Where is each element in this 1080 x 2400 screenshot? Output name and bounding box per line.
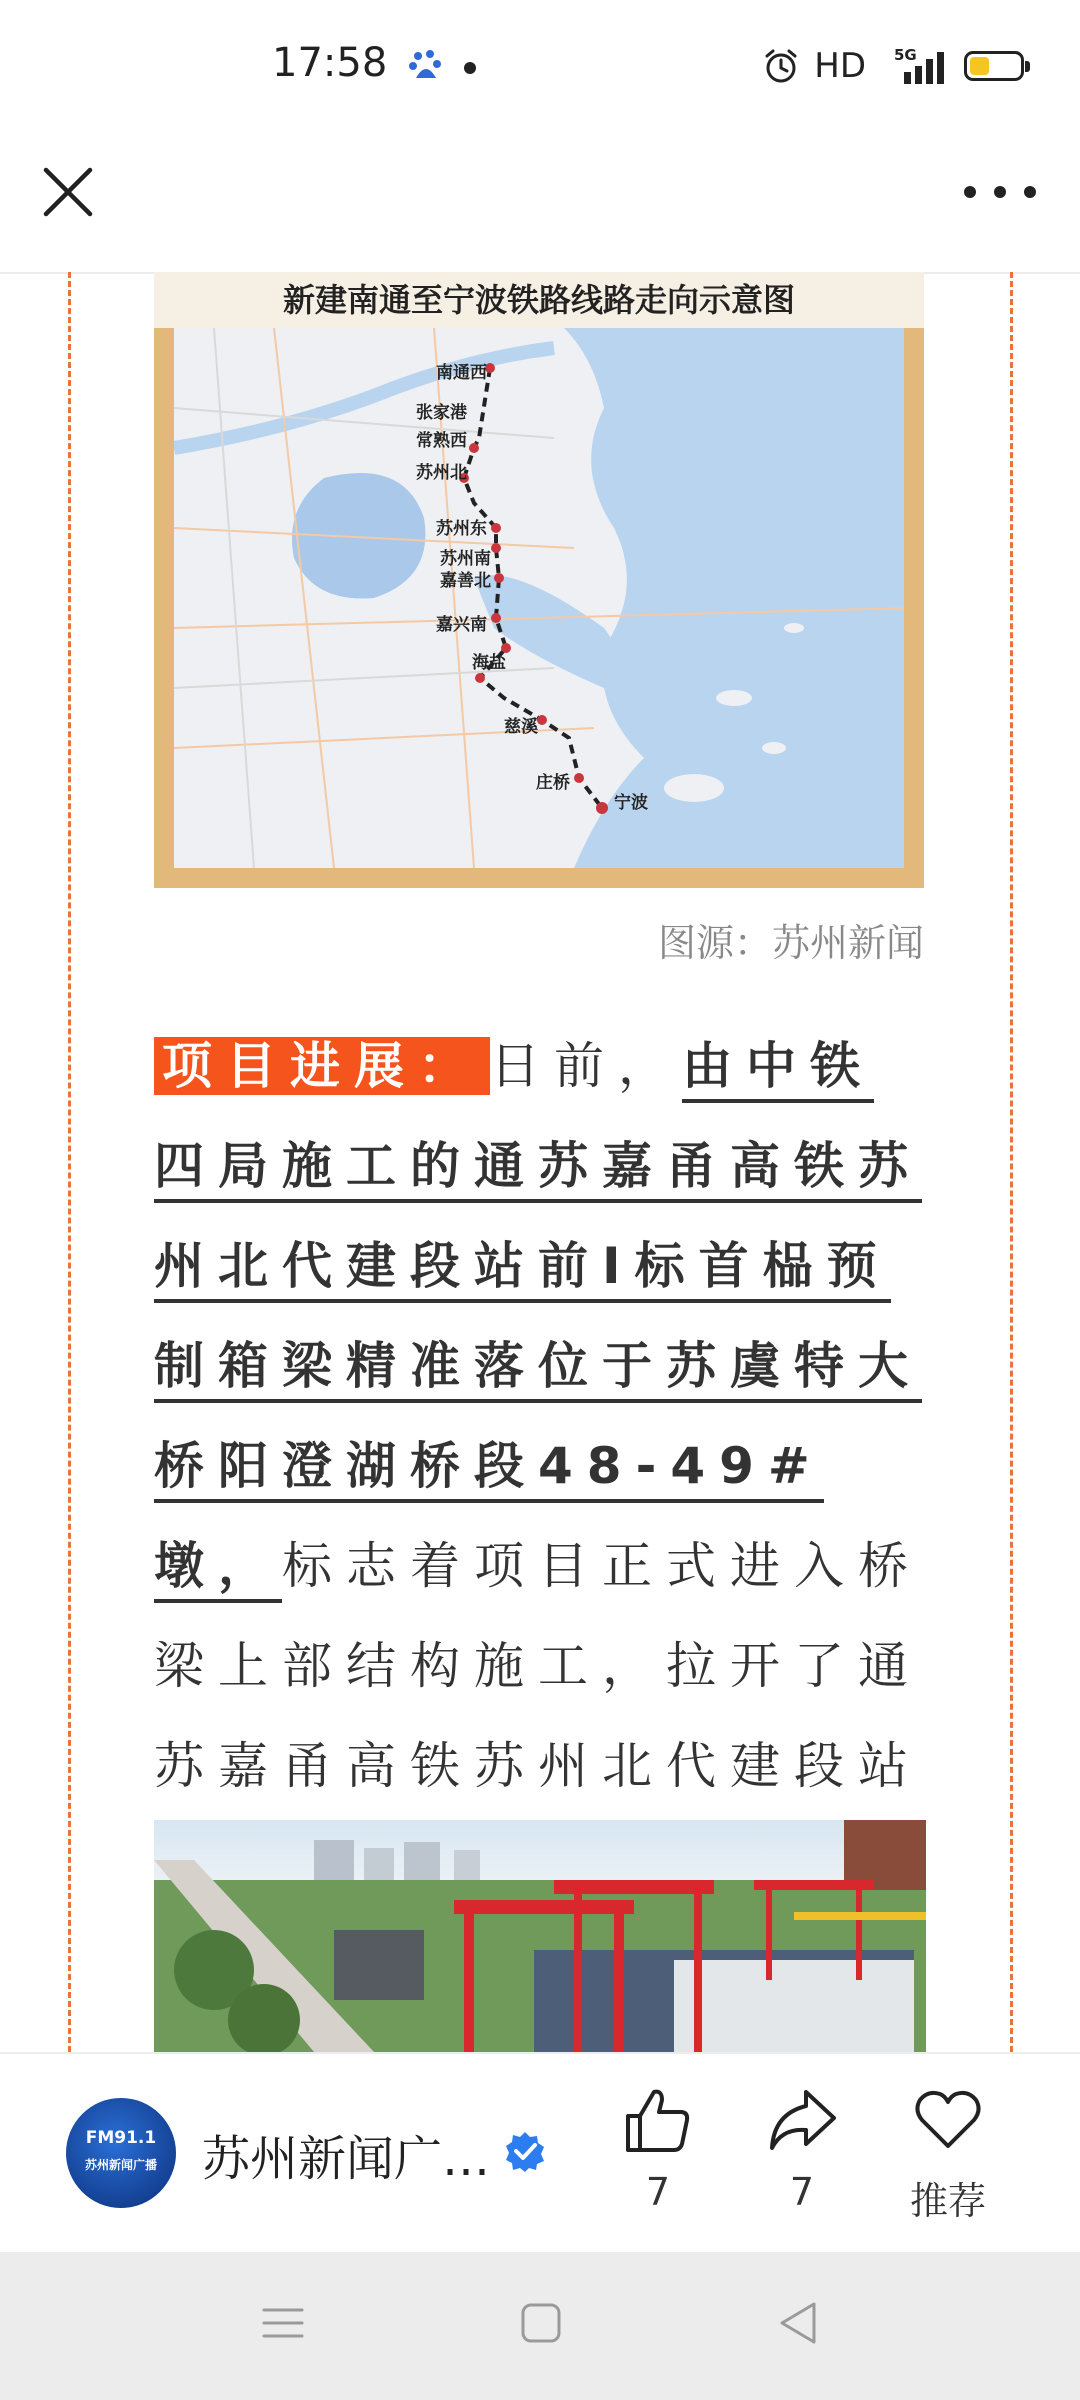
photo-graphic — [154, 1820, 926, 2052]
menu-icon[interactable] — [262, 2302, 304, 2344]
baidu-icon — [408, 48, 444, 84]
construction-photo[interactable] — [154, 1820, 926, 2052]
status-bar — [0, 0, 1080, 136]
back-icon[interactable] — [776, 2300, 820, 2346]
share-count: 7 — [789, 2170, 815, 2214]
map-title: 新建南通至宁波铁路线路走向示意图 — [154, 272, 924, 328]
account-avatar[interactable] — [66, 2098, 176, 2208]
map-station-label: 苏州北 — [416, 463, 467, 483]
verified-icon — [504, 2130, 546, 2172]
image-caption: 图源：苏州新闻 — [657, 921, 924, 965]
frame-left-border — [68, 272, 71, 2052]
recommend-label: 推荐 — [909, 2179, 986, 2223]
map-station-label: 海盐 — [472, 653, 506, 673]
recommend-button[interactable] — [888, 2084, 1008, 2225]
text-plain: 日前， — [490, 1037, 682, 1095]
battery-icon — [964, 51, 1024, 81]
map-station-label: 嘉兴南 — [436, 615, 487, 635]
map-station-label: 慈溪 — [504, 717, 538, 737]
map-station-label: 宁波 — [614, 793, 648, 813]
map-station-label: 苏州南 — [440, 549, 491, 569]
status-indicators — [762, 44, 1024, 88]
home-icon[interactable] — [520, 2302, 562, 2344]
frame-right-border — [1010, 272, 1013, 2052]
map-station-label: 张家港 — [416, 403, 467, 423]
status-time: 17:58 — [272, 40, 388, 86]
thumbs-up-icon — [622, 2084, 694, 2156]
alarm-icon — [762, 47, 800, 85]
share-button[interactable] — [742, 2084, 862, 2214]
more-icon[interactable] — [964, 178, 1036, 206]
route-map-image[interactable] — [154, 272, 924, 888]
close-icon[interactable] — [40, 164, 96, 220]
like-count: 7 — [645, 2170, 671, 2214]
map-station-label: 庄桥 — [536, 773, 570, 793]
source-name[interactable]: 苏州新闻广… — [202, 2131, 491, 2187]
map-station-label: 南通西 — [436, 363, 487, 383]
text-plain: 标志着项目正式进入桥梁上部结构施工，拉开了通苏嘉甬高铁苏州北代建段站 — [154, 1537, 922, 1795]
system-navigation-bar — [0, 2252, 1080, 2400]
signal-icon — [880, 46, 950, 86]
top-nav — [0, 136, 1080, 274]
share-icon — [766, 2084, 838, 2156]
map-station-label: 嘉善北 — [440, 571, 491, 591]
more-dot — [994, 186, 1006, 198]
network-label: 5G — [894, 46, 917, 64]
avatar-brand-name: 苏州新闻广播 — [84, 2158, 157, 2172]
article-paragraph — [154, 1016, 926, 1916]
more-dot — [964, 186, 976, 198]
heart-icon — [912, 2084, 984, 2156]
more-dot — [1024, 186, 1036, 198]
like-button[interactable] — [598, 2084, 718, 2214]
map-canvas — [174, 328, 904, 868]
map-station-label: 苏州东 — [436, 519, 487, 539]
battery-level-fill — [970, 57, 989, 75]
article-content[interactable] — [0, 272, 1080, 2052]
notification-dot — [464, 62, 476, 74]
avatar-brand-fm: FM91.1 — [85, 2128, 157, 2148]
text-underlined: 由中铁四局施工的通苏嘉甬高铁苏州北代建段站前Ⅰ标首榀预制箱梁精准落位于苏虞特大桥阳澄湖桥段48-49#墩， — [154, 1037, 922, 1603]
hd-label: HD — [814, 46, 866, 86]
highlight-label: 项目进展： — [154, 1037, 490, 1095]
map-station-label: 常熟西 — [416, 431, 467, 451]
